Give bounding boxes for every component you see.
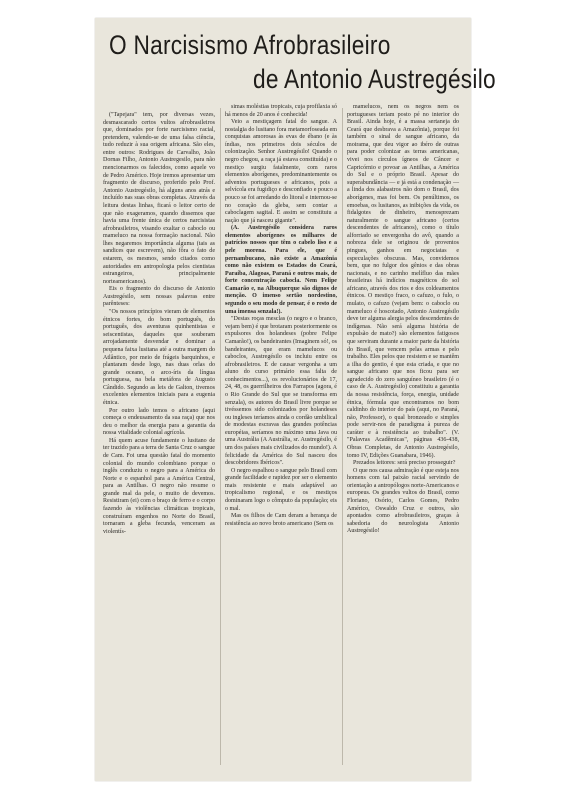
article-column-3 xyxy=(347,104,459,536)
column-rule xyxy=(342,108,343,765)
article-column-1 xyxy=(103,112,215,536)
paragraph: Por outro lado temos o africano (aqui começa o endeusamento da sua raça) que nos deu o melhor da energia para a garantia da nossa vitalidade colonial agrícola. xyxy=(103,407,215,437)
paragraph: ("Tapejara" tem, por diversas vezes, desmascarado certos vultos afrobrasileiros que, dominados por forte narcisismo racial, pretendem, valendo-se de uma falsa ciência, tudo reduzir à sua origem africana. São eles, entre outros: Rodrigues de Carvalho, João Dornas Filho, Antonio Austregesilo, para não mencionarmos os falecidos, como aquele vo de Pedro Américo. Hoje iremos apresentar um fragmento de discurso, proferido pelo Prof. Antonio Austregésilo, há alguns anos atrás e incluído nas suas obras completas. Através da leitura destas linhas, ficará o leitor certo de que não exageramos, quando dissemos que havia uma frente única de certos narcisistas afrobrasileiros, visando exaltar o caboclo ou mameluco na nossa formação nacional. Não lhes negaremos importância alguma (tais as sandices que escrevem), não fôra o fato de estarem, os mesmos, sendo citados como autoridades em antropologia pelos cientistas estrangeiros, principalmente norteamericanos). xyxy=(103,112,216,285)
paragraph: "Os nossos princípios vieram de elementos étnicos fortes, do bom português, do português, dos aventuras quinhentistas e seiscentistas, daqueles que souberam arrojadamente desvendar e dominar a pequena faixa lusitana até a outra margem do Atlântico, por meio de frágeis barquinhos, e plantaram desde logo, nas duas orlas do grande oceano, o arco-íris da língua portuguesa, na bela metáfora de Augusto Cândido. Segundo as leis de Galton, tivemos excelentes elementos iniciais para a eugenia étnica. xyxy=(103,309,215,406)
column-rule xyxy=(220,108,221,765)
paragraph: O negro espalhou o sangue pelo Brasil com grande facilidade e rapidez por ser o elemento mais resistente e mais adaptável ao tropicalismo regional, e os mestiços dominaram logo o cômputo da população; eis o mal. xyxy=(225,467,337,512)
paragraph: mamelucos, nem os negros nem os portugueses teriam posto pé no interior do Brasil. Ainda hoje, é a massa sertaneja do Ceará que desbrava a Amazônia), porque foi também o sinal de sangue africano, da moirama, que deu vigor ao ibéro de outras para poder colonizar as terras americanas, vivei nos círculos ígneos de Câncer e Capricórnio e povoar as Antilhas, a América do Sul e o próprio Brasil. Apesar do superabundância — e já está a condenação — a linda dos alabastros não dom o Brasil, dos aborígenes, mas foi bem. Os penúltimos, os emoebas, os lusitanos, as inibições da vida, os fidalgotes de dinheiro, menosprezam naturalmente o sangue africano (certos descendentes de africanos), como o título alforriado se envergonha do avô, quando a nobreza dele se originou de proventos pingues, ganhos em negociatas e especulações obscuras. Mas, convidemos bem, que no fulgor dos gênios e das obras nacionais, e no carinho melífluo das mães brasileiras há indícios magnéticos do sol africano, através dos rios e dos coldeamentos étnicos. O mestiço fraco, o cafuzo, o fulo, o mulato, o cafuzo (vejam bem: o caboclo ou mameluco é hoscotado, Antonio Austregésilo deve ter alguma alergia pelos descendentes de indígenas. Não será alguma história de expulsão de mato?) são elementos fatigosos que serviram durante a maior parte da história do Brasil, que vencem pelas armas e pelo trabalho. Eles pelos que resistem e se mantêm a ilha do gentio, é que esta criada, e que no sangue africano que nos ficou para ser agradecido do zero sanguíneo brasileiro (é o caso de A. Austregésilo) constituiu a garantia da nossa resistência, força, energia, unidade étnica, fórmula que encontramos no bom caldinho do interior do país (aqui, no Paraná, não, Professor), o qual bronzeado e simples pode servir-nos de paradigma à pureza de caráter e à resistência ao trabalho". (V. "Palavras Acadêmicas", páginas 436-438, Obras Completas, de Antonio Austregésilo, tomo IV, Edições Guanabara, 1946). xyxy=(347,104,459,459)
headline-line-2: de Antonio Austregésilo xyxy=(253,64,496,94)
paragraph: "Destas roças mesclas (o negro e o branco, vejam bem) é que brotaram posteriormente os expulsores dos holandeses (pobre Felipe Camarão!), os bandeirantes (Imaginem só!, os bandeirantes, que eram mamelucos ou caboclos, Austregésilo os incluiu entre os afrobrasileiros. E de causar vergonha a um aluno do curso primário essa falta de conhecimentos...), os revolucionários de 17, 24, 48, os guerrilheiros dos Farrapos (agora, é o Rio Grande do Sul que se transforma em senzala), os autores do Brasil livre porque se tivéssemos sido colonizados por holandeses ou ingleses teríamos ainda o cordão umbilical de modestas escravas das grandes potências européias, seríamos no máximo uma Java ou uma Austrália (A Austrália, sr. Austregésilo, é um dos países mais civilizados do mundo!). A felicidade da América do Sul nasceu dos descobridores Ibéricos". xyxy=(225,316,337,467)
paragraph: (A. Austregésilo considera raros elementos aborígenes os milhares de patrícios nossos que têm o cabelo liso e a pele morena. Para ele, que é pernambucano, não existe a Amazônia como não existem os Estados do Ceará, Paraíba, Alagoas, Paraná e outros mais, de forte concentração cabocla. Nem Felipe Camarão e, na Albuquerque são dignos de menção. O imenso sertão nordestino, segundo o seu modo de pensar, é o resto de uma imensa senzala!). xyxy=(225,225,337,315)
paragraph: simas moléstias tropicais, cuja profilaxia só há menos de 20 anos é conhecida! xyxy=(225,104,337,118)
paragraph: O que nos causa admiração é que esteja nos homens com tal paixão racial servindo de orientação a antropólogos norte-Americanos e europeus. Os grandes vultos do Brasil, como Floriano, Osório, Carlos Gomes, Pedro Américo, Oswaldo Cruz e outros, são apontados como afrobrasileiros, graças à sabedoria do neurologista Antonio Austregésilo! xyxy=(347,467,459,535)
paragraph: Há quem acuse fundamente o lusitano de ter trazido para a terra de Santa Cruz o sangue de Cam. Foi uma questão fatal do momento colonial do mundo colombiano porque o inglês conduziu o negro para a América do Norte e o espanhol para a América Central, para as Antilhas. O negro não resume o grande mal da pele, o muito de devemos. Resistiram (ei) com o braço de ferro e o corpo fazendo às violências climáticas tropicais, construíram engenhos no Norte do Brasil, tornaram a gleba fecunda, venceram as violentís- xyxy=(103,437,215,535)
paragraph: Prezados leitores: será preciso prosseguir? xyxy=(353,460,456,467)
paragraph: Eis o fragmento do discurso de Antonio Austregésilo, sem nossas palavras entre parênteses: xyxy=(103,286,215,308)
newspaper-clipping xyxy=(95,18,496,781)
article-column-2 xyxy=(225,104,337,528)
paragraph: Veio a mestiçagem fatal do sangue. A nostalgia do lusitano fora metamorfoseada em conquistas amorosas às evas de ébano (e às índias, nos primeiros dois séculos de colonização. Senhor Austregésilo! Quando o negro chegou, a raça já estava constituída) e o mestiço surgiu fatalmente, com raros elementos aborígenes, predominantemente os adventos portugueses e africanos, pois a selvícola era fugidiço e desconfiado e pouco a pouco se foi arredando do litoral e internou-se no coração da gleba, sem contar a caboclagem sagital. E assim se constituiu a nação que já nasceu gigante". xyxy=(225,119,337,224)
headline-line-1: O Narcisismo Afrobrasileiro xyxy=(109,30,391,60)
paragraph: Mas os filhos de Cam deram a herança de resistência ao novo broto americano (Sem os xyxy=(225,513,337,527)
